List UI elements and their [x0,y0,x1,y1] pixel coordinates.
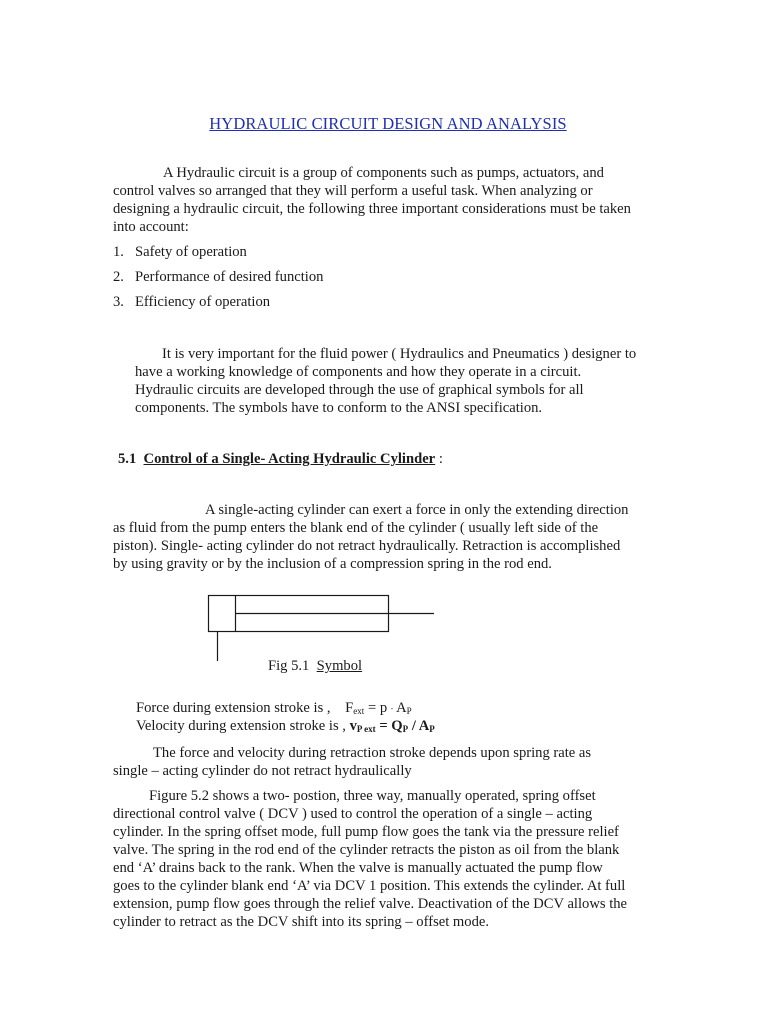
list-item [113,268,324,286]
importance-line-1: It is very important for the fluid power ( Hydraulics and Pneumatics ) designer to [162,346,637,362]
area-subscript: P [429,724,435,734]
figure52-line-6: goes to the cylinder blank end ‘A’ via DCV 1 position. This extends the cylinder. At full [113,878,626,894]
section-heading [118,450,443,468]
list-number: 1. [113,244,124,260]
list-text: Performance of desired function [135,269,324,285]
list-text: Safety of operation [135,244,247,260]
single-acting-line-3: piston). Single- acting cylinder do not retract hydraulically. Retraction is accomplished [113,538,621,554]
figure52-line-7: extension, pump flow goes through the relief valve. Deactivation of the DCV allows the [113,896,628,912]
figure-label: Fig 5.1 [268,658,310,674]
intro-line-3: designing a hydraulic circuit, the following three important considerations must be taken [113,201,631,217]
multiply-dot: ∙ [390,704,394,715]
figure52-line-3: cylinder. In the spring offset mode, full pump flow goes the tank via the pressure relief [113,824,619,840]
area-subscript: P [406,706,412,716]
figure-caption-text: Symbol [316,658,363,674]
section-number: 5.1 [118,451,137,467]
section-suffix: : [438,451,443,467]
figure52-line-2: directional control valve ( DCV ) used to control the operation of a single – acting [113,806,593,822]
single-acting-line-4: by using gravity or by the inclusion of a compression spring in the rod end. [113,556,552,572]
importance-line-4: components. The symbols have to conform to the ANSI specification. [135,400,543,416]
area-divisor: / A [411,718,430,734]
list-item [113,243,247,261]
area-symbol: A [396,700,407,716]
single-acting-cylinder-symbol [200,590,440,665]
retraction-line-1: The force and velocity during retraction stroke depends upon spring rate as [153,745,592,761]
list-item [113,293,271,311]
retraction-line-2: single – acting cylinder do not retract hydraulically [113,763,412,779]
flow-symbol: = Q [379,718,403,734]
velocity-symbol: v [349,718,357,734]
single-acting-line-2: as fluid from the pump enters the blank end of the cylinder ( usually left side of the [113,520,599,536]
importance-line-3: Hydraulic circuits are developed through the use of graphical symbols for all [135,382,584,398]
flow-subscript: P [402,724,409,734]
list-number: 2. [113,269,124,285]
velocity-label: Velocity during extension stroke is , [136,718,346,734]
velocity-equation [136,717,435,738]
intro-line-1: A Hydraulic circuit is a group of components such as pumps, actuators, and [163,165,604,181]
section-title: Control of a Single- Acting Hydraulic Cylinder [143,451,436,467]
importance-line-2: have a working knowledge of components and how they operate in a circuit. [135,364,582,380]
page-title: HYDRAULIC CIRCUIT DESIGN AND ANALYSIS [209,114,567,133]
force-subscript: ext [353,706,365,716]
force-rhs: = p [367,700,388,716]
velocity-subscript: P ext [356,724,376,734]
force-label: Force during extension stroke is , [136,700,331,716]
figure52-line-5: end ‘A’ drains back to the rank. When the valve is manually actuated the pump flow [113,860,603,876]
force-symbol: F [345,700,354,716]
single-acting-line-1: A single-acting cylinder can exert a force in only the extending direction [205,502,629,518]
figure52-line-4: valve. The spring in the rod end of the cylinder retracts the piston as oil from the blank [113,842,620,858]
figure-caption [268,657,362,675]
intro-line-2: control valves so arranged that they will perform a useful task. When analyzing or [113,183,593,199]
figure52-line-1: Figure 5.2 shows a two- postion, three way, manually operated, spring offset [149,788,596,804]
list-text: Efficiency of operation [135,294,271,310]
intro-line-4: into account: [113,219,189,235]
figure52-line-8: cylinder to retract as the DCV shift into its spring – offset mode. [113,914,489,930]
list-number: 3. [113,294,124,310]
